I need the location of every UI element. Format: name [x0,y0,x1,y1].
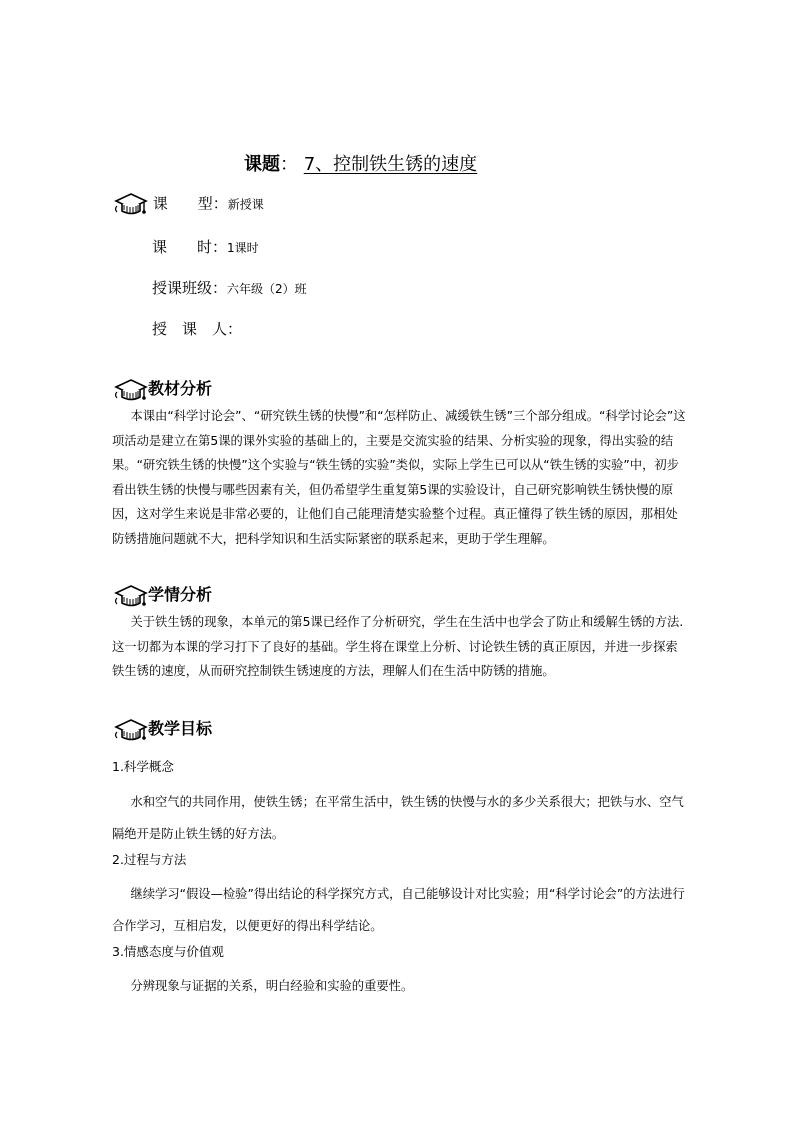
class-label: 授课班级： [152,279,228,297]
lesson-type-label: 课 型： [152,194,228,213]
lesson-type-row [114,192,264,216]
lesson-hours-row [152,236,259,257]
objective-label-1: 1.科学概念 [112,759,174,774]
material-analysis-heading [114,376,212,402]
material-heading-text: 教材分析 [148,379,213,398]
title-label: 课题 [244,154,280,175]
teacher-row [152,318,242,339]
material-analysis-text: 本课由“科学讨论会”、“研究铁生锈的快慢”和“怎样防止、减缓铁生锈”三个部分组成。“科学讨论会”这项活动是建立在第5课的课外实验的基础上的，主要是交流实验的结果、分析实验的现象，得出实验的结果。“研究铁生锈的快慢”这个实验与“铁生锈的实验”类似，实际上学生已可以从“铁生锈的实验”中，初步看出铁生锈的快慢与哪些因素有关，但仍希望学生重复第5课的实验设计，自己研究影响铁生锈快慢的原因，这对学生来说是非常必要的，让他们自己能理清楚实验整个过程。真正懂得了铁生锈的原因，那相处防锈措施问题就不大，把科学知识和生活实际紧密的联系起来，更助于学生理解。 [112,409,686,546]
title-text: 7、控制铁生锈的速度 [303,154,478,175]
class-row [152,277,307,298]
class-value: 六年级（2）班 [227,282,307,296]
teaching-objectives-heading [114,716,212,742]
objective-text-3: 分辨现象与证据的关系，明白经验和实验的重要性。 [130,979,414,993]
students-heading-text: 学情分析 [148,585,213,604]
objective-label-2: 2.过程与方法 [112,852,187,867]
objective-text-2: 继续学习“假设—检验”得出结论的科学探究方式，自己能够设计对比实验；用“科学讨论会”的方法进行合作学习，互相启发，以便更好的得出科学结论。 [112,887,685,933]
title-colon: ： [280,154,298,175]
student-analysis-text: 关于铁生锈的现象，本单元的第5课已经作了分析研究，学生在生活中也学会了防止和缓解生锈的方法.这一切都为本课的学习打下了良好的基础。学生将在课堂上分析、讨论铁生锈的真正原因，并进一步探索铁生锈的速度，从而研究控制铁生锈速度的方法，理解人们在生活中防锈的措施。 [112,615,684,678]
graduation-cap-icon [114,584,148,608]
objective-text-1: 水和空气的共同作用，使铁生锈；在平常生活中，铁生锈的快慢与水的多少关系很大；把铁与水、空气隔绝开是防止铁生锈的好方法。 [112,795,684,841]
student-analysis-heading [114,582,212,608]
page-title [244,150,477,176]
graduation-cap-icon [114,192,148,216]
lesson-type-value: 新授课 [227,197,264,212]
teacher-label: 授 课 人： [152,320,243,338]
objective-label-3: 3.情感态度与价值观 [112,944,224,959]
lesson-hours-label: 课 时： [152,238,228,256]
graduation-cap-icon [114,378,148,402]
objectives-heading-text: 教学目标 [148,719,213,738]
graduation-cap-icon [114,718,148,742]
lesson-hours-value: 1课时 [227,241,259,255]
